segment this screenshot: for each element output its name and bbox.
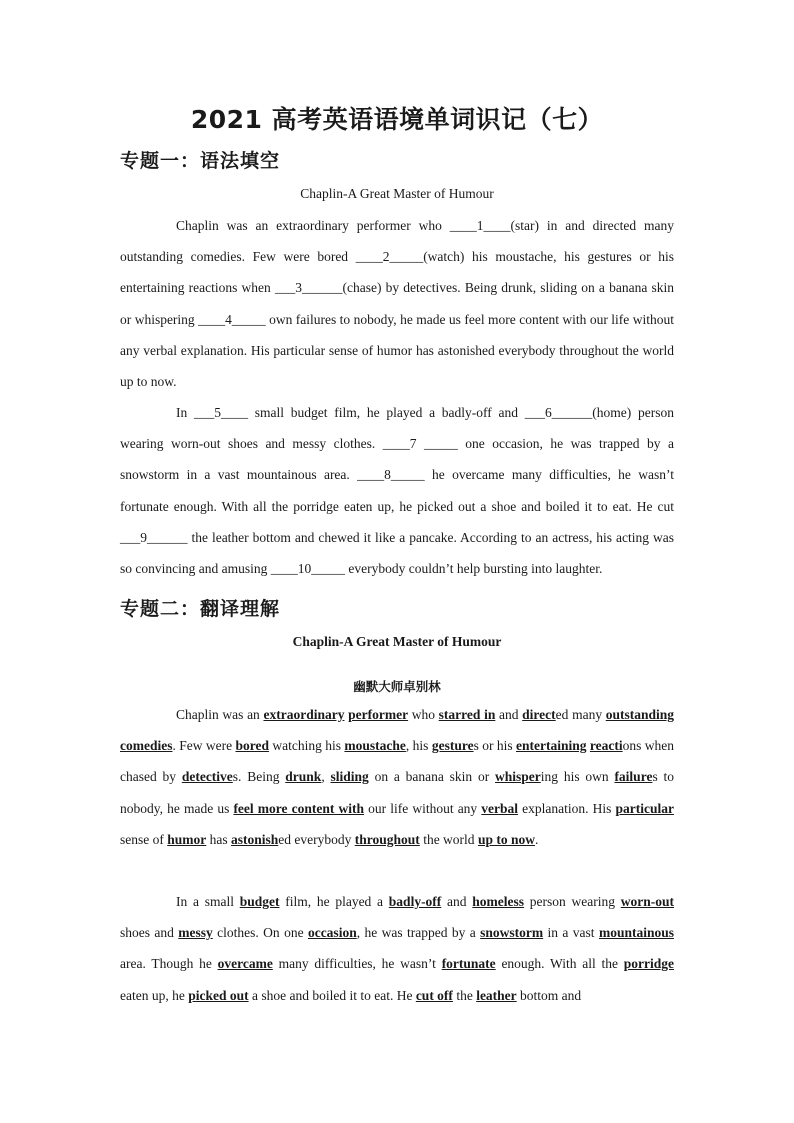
key-vocabulary: extraordinary <box>263 707 345 722</box>
paragraph-text: who <box>408 707 439 722</box>
paragraph-text: , he was trapped by a <box>356 925 481 941</box>
section2-heading: 专题二：翻译理解 <box>120 598 281 620</box>
key-vocabulary: particular <box>615 800 674 816</box>
key-vocabulary: drunk <box>285 769 322 785</box>
key-vocabulary: astonish <box>231 831 279 847</box>
paragraph-text: the leather bottom and chewed it like a pancake. According to an actress, his acting was so convincing and amusing <box>120 529 674 577</box>
paragraph-text: one occasion, he was trapped by a snowstorm in a vast mountainous area. <box>120 436 675 483</box>
paragraph-text: shoes and <box>120 925 179 941</box>
key-vocabulary: worn-out <box>620 894 674 909</box>
key-vocabulary: budget <box>239 894 280 909</box>
paragraph-text: s to nobody, he made us <box>120 769 674 816</box>
paragraph-text: s or his <box>473 738 516 754</box>
key-vocabulary: messy <box>178 925 213 941</box>
key-vocabulary: whisper <box>495 769 541 785</box>
paragraph-text: has <box>206 831 232 847</box>
key-vocabulary: overcame <box>217 956 273 972</box>
key-vocabulary: porridge <box>623 956 674 972</box>
key-vocabulary: verbal <box>481 800 519 816</box>
paragraph-text: ing his own <box>540 769 615 785</box>
fill-in-blank: ____1____ <box>449 218 511 233</box>
fill-in-blank: ___3______ <box>274 280 343 296</box>
key-vocabulary: failure <box>614 769 653 785</box>
key-vocabulary: badly-off <box>388 894 442 909</box>
paragraph-text: Chaplin was an <box>176 707 264 722</box>
fill-in-blank: ____2_____ <box>355 249 424 265</box>
paragraph-text: (home) person wearing worn-out shoes and messy clothes. <box>120 405 675 452</box>
paragraph-text: s. Being <box>232 769 286 785</box>
key-vocabulary: cut off <box>415 987 453 1003</box>
key-vocabulary: mountainous <box>598 925 674 941</box>
page-title: 2021 高考英语语境单词识记（七） <box>190 105 604 134</box>
fill-in-blank: ___9______ <box>120 529 188 545</box>
section2-chinese-title: 幽默大师卓别林 <box>353 679 441 694</box>
paragraph-text: a shoe and boiled it to eat. He <box>248 987 416 1003</box>
paragraph-text: and <box>495 707 523 722</box>
key-vocabulary: direct <box>522 707 556 722</box>
key-vocabulary: bored <box>235 738 270 754</box>
paragraph-text: Chaplin was an extraordinary performer who <box>176 218 450 233</box>
paragraph-text: everybody couldn’t help bursting into laughter. <box>344 561 603 577</box>
paragraph-text: (star) in and directed many outstanding comedies. Few were bored <box>120 218 674 265</box>
key-vocabulary: gesture <box>431 738 474 754</box>
paragraph-text: own failures to nobody, he made us feel more content with our life without any verbal explanation. His particular sense of humor has astonished everybody throughout the world up to now. <box>120 311 674 390</box>
section1-heading: 专题一：语法填空 <box>120 150 281 172</box>
paragraph-text: eaten up, he <box>120 987 189 1003</box>
key-vocabulary: snowstorm <box>480 925 544 941</box>
paragraph-text: small budget film, he played a badly-off and <box>248 405 525 420</box>
paragraph-text: in a vast <box>543 925 599 941</box>
paragraph-text: , his <box>405 738 432 754</box>
paragraph-text: watching his <box>269 738 345 754</box>
key-vocabulary: comedies <box>120 738 173 754</box>
paragraph-text: In a small <box>176 894 240 909</box>
paragraph-text: , <box>321 769 331 785</box>
key-vocabulary: occasion <box>307 925 357 941</box>
paragraph-text: and <box>441 894 473 909</box>
paragraph-text: (watch) his moustache, his gestures or his entertaining reactions when <box>120 249 674 296</box>
paragraph-text: ed many <box>555 707 606 722</box>
key-vocabulary: reacti <box>589 738 623 754</box>
paragraph-text: on a banana skin or <box>368 769 496 785</box>
key-vocabulary: entertaining <box>516 738 587 754</box>
fill-in-blank: ___5____ <box>194 405 248 420</box>
key-vocabulary: humor <box>167 831 207 847</box>
paragraph-text: area. Though he <box>120 956 218 972</box>
key-vocabulary: throughout <box>354 831 420 847</box>
fill-in-blank: ____4_____ <box>198 311 266 327</box>
key-vocabulary: leather <box>476 987 517 1003</box>
paragraph-text: the world <box>419 831 478 847</box>
paragraph-text: ed everybody <box>278 831 355 847</box>
section2-passage-title: Chaplin-A Great Master of Humour <box>292 634 502 649</box>
paragraph-text: enough. With all the <box>495 956 624 972</box>
paragraph-text: sense of <box>120 831 168 847</box>
paragraph-text: . Few were <box>172 738 236 754</box>
paragraph-text: . <box>534 831 539 847</box>
key-vocabulary: fortunate <box>441 956 496 972</box>
paragraph-text: bottom and <box>516 987 582 1003</box>
paragraph-text: the <box>452 987 477 1003</box>
key-vocabulary: feel more content with <box>233 800 364 816</box>
paragraph-text: he overcame many difficulties, he wasn’t fortunate enough. With all the porridge eaten up, he picked out a shoe and boiled it to eat. He cut <box>120 467 674 514</box>
key-vocabulary: performer <box>348 707 409 722</box>
key-vocabulary: up to now <box>477 831 535 847</box>
paragraph-text: film, he played a <box>279 894 389 909</box>
key-vocabulary: outstanding <box>605 707 675 722</box>
section1-passage-title: Chaplin-A Great Master of Humour <box>300 186 494 201</box>
key-vocabulary: starred in <box>438 707 496 722</box>
paragraph-text: (chase) by detectives. Being drunk, sliding on a banana skin or whispering <box>120 280 674 327</box>
key-vocabulary: picked out <box>188 987 249 1003</box>
paragraph-text: In <box>176 405 194 420</box>
key-vocabulary: homeless <box>472 894 525 909</box>
fill-in-blank: ____10_____ <box>270 561 345 577</box>
paragraph-text: clothes. On one <box>212 925 308 941</box>
paragraph-text: ons when chased by <box>120 738 675 785</box>
paragraph-text: many difficulties, he wasn’t <box>272 956 442 972</box>
paragraph-text: person wearing <box>524 894 621 909</box>
section1-paragraph-1 <box>120 210 674 397</box>
section2-paragraph-1 <box>120 699 674 855</box>
paragraph-text: explanation. His <box>518 800 616 816</box>
key-vocabulary: moustache <box>344 738 406 754</box>
fill-in-blank: ____8_____ <box>357 467 425 483</box>
section1-paragraph-2 <box>120 397 674 584</box>
fill-in-blank: ____7 _____ <box>382 436 458 452</box>
key-vocabulary: detective <box>181 769 233 785</box>
paragraph-text: our life without any <box>364 800 482 816</box>
key-vocabulary: sliding <box>330 769 369 785</box>
fill-in-blank: ___6______ <box>524 405 593 420</box>
section2-paragraph-2 <box>120 886 674 1011</box>
